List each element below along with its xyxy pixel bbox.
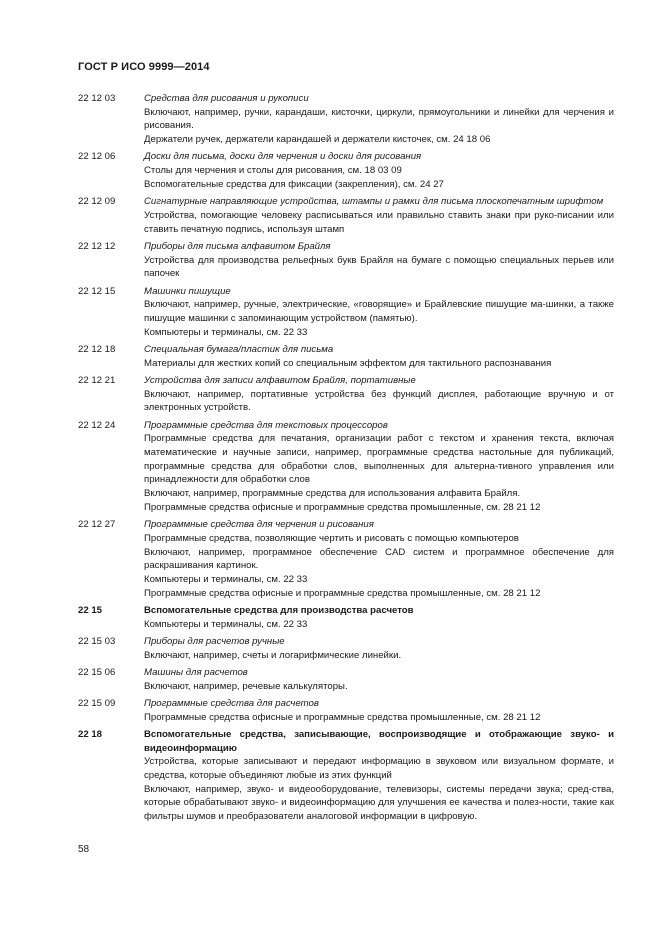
entry-code: 22 15 06 — [78, 666, 116, 678]
classification-entry — [78, 150, 614, 191]
entry-code: 22 12 18 — [78, 343, 116, 355]
entry-code: 22 12 03 — [78, 93, 116, 104]
classification-entry — [78, 285, 614, 340]
entry-text: Включают, например, ручки, карандаши, кисточки, циркули, прямоугольники и линейки для черчения и рисования. — [144, 106, 614, 132]
entry-text: Программные средства офисные и программные средства промышленные, см. 28 21 12 — [144, 711, 541, 723]
page-number: 58 — [78, 844, 90, 855]
entry-text: Компьютеры и терминалы, см. 22 33 — [144, 618, 308, 630]
entry-text: Программные средства офисные и программные средства промышленные, см. 28 21 12 — [144, 587, 541, 599]
entry-code: 22 12 21 — [78, 374, 116, 386]
entry-title: Программные средства для черчения и рисования — [144, 519, 374, 531]
entry-text: Держатели ручек, держатели карандашей и держатели кисточек, см. 24 18 06 — [144, 134, 491, 146]
entry-text: Материалы для жестких копий со специальным эффектом для тактильного распознавания — [144, 357, 552, 369]
entry-code: 22 12 09 — [78, 196, 116, 208]
entry-title: Вспомогательные средства для производства расчетов — [144, 604, 414, 616]
classification-entry — [78, 419, 614, 515]
entry-text: Программные средства для печатания, организации работ с текстом и хранения текста, включая математические и научные записи, например, программные средства настольные для публикаций, программные средства для обработки слов, выполненных для альтерна-тивного управления или принадлежности для обработки слов — [144, 433, 614, 486]
entry-text: Устройства для производства рельефных букв Брайля на бумаге с помощью специальных перьев или папочек — [144, 254, 614, 280]
entry-code: 22 15 03 — [78, 635, 116, 647]
entry-title: Машины для расчетов — [144, 666, 248, 678]
classification-entry — [78, 728, 614, 824]
classification-entry — [78, 697, 614, 724]
entry-text: Столы для черчения и столы для рисования, см. 18 03 09 — [144, 165, 402, 177]
entry-text: Включают, например, речевые калькуляторы. — [144, 680, 348, 692]
document-header: ГОСТ Р ИСО 9999—2014 — [78, 61, 210, 73]
entry-text: Устройства, которые записывают и передают информацию в звуковом или визуальном формате, и средства, которые объединяют любые из этих функций — [144, 756, 614, 782]
entry-text: Включают, например, программные средства для использования алфавита Брайля. — [144, 488, 521, 500]
entry-title: Программные средства для расчетов — [144, 697, 319, 709]
entry-code: 22 18 — [78, 728, 103, 740]
entry-title: Доски для письма, доски для черчения и доски для рисования — [144, 151, 422, 163]
classification-entry — [78, 604, 614, 631]
entry-title: Вспомогательные средства, записывающие, воспроизводящие и отображающие звуко- и видеоинформацию — [144, 728, 614, 754]
entry-text: Включают, например, звуко- и видеооборудование, телевизоры, системы передачи звука; сред-ства, которые обрабатывают звуко- и видеоинформацию для улучшения ее качества и полез-ности, такие как фильтры шумов и преобразователи аналоговой информации в цифровую. — [144, 783, 614, 823]
entry-text: Включают, например, счеты и логарифмические линейки. — [144, 649, 402, 661]
classification-entry — [78, 240, 614, 281]
entry-code: 22 12 15 — [78, 285, 116, 297]
entry-text: Компьютеры и терминалы, см. 22 33 — [144, 573, 308, 585]
entry-title: Машинки пишущие — [144, 285, 231, 297]
entry-text: Компьютеры и терминалы, см. 22 33 — [144, 326, 308, 338]
entry-title: Приборы для расчетов ручные — [144, 635, 285, 647]
entry-title: Приборы для письма алфавитом Брайля — [144, 240, 331, 252]
entry-text: Включают, например, ручные, электрические, «говорящие» и Брайлевские пишущие ма-шинки, а также пишущие машинки с запоминающим устройством (памятью). — [144, 299, 614, 324]
entry-code: 22 12 24 — [78, 419, 116, 431]
entry-code: 22 12 27 — [78, 519, 116, 531]
classification-entry — [78, 666, 614, 693]
entry-title: Программные средства для текстовых процессоров — [144, 419, 388, 431]
entry-title: Сигнатурные направляющие устройства, штампы и рамки для письма плоскопечатным шрифтом — [144, 196, 604, 208]
classification-list — [78, 92, 614, 827]
entry-code: 22 15 09 — [78, 697, 116, 709]
classification-entry — [78, 374, 614, 415]
classification-entry — [78, 635, 614, 662]
entry-text: Включают, например, программное обеспечение CAD систем и программное обеспечение для раскрашивания картинок. — [144, 546, 614, 572]
classification-entry — [78, 518, 614, 600]
entry-code: 22 15 — [78, 604, 103, 616]
entry-text: Программные средства, позволяющие чертить и рисовать с помощью компьютеров — [144, 532, 519, 544]
entry-code: 22 12 12 — [78, 240, 116, 252]
entry-text: Программные средства офисные и программные средства промышленные, см. 28 21 12 — [144, 501, 541, 513]
entry-code: 22 12 06 — [78, 151, 116, 163]
entry-text: Включают, например, портативные устройства без функций дисплея, работающие вручную и от электронных устройств. — [144, 388, 614, 414]
entry-title: Специальная бумага/пластик для письма — [144, 343, 334, 355]
classification-entry — [78, 343, 614, 370]
entry-text: Вспомогательные средства для фиксации (закрепления), см. 24 27 — [144, 178, 444, 190]
entry-title: Устройства для записи алфавитом Брайля, портативные — [144, 374, 416, 386]
entry-text: Устройства, помогающие человеку расписываться или правильно ставить знаки при руко-писании или ставить печатную подпись, используя штамп — [144, 209, 614, 235]
classification-entry — [78, 92, 614, 147]
classification-entry — [78, 195, 614, 236]
entry-title: Средства для рисования и рукописи — [144, 93, 309, 104]
